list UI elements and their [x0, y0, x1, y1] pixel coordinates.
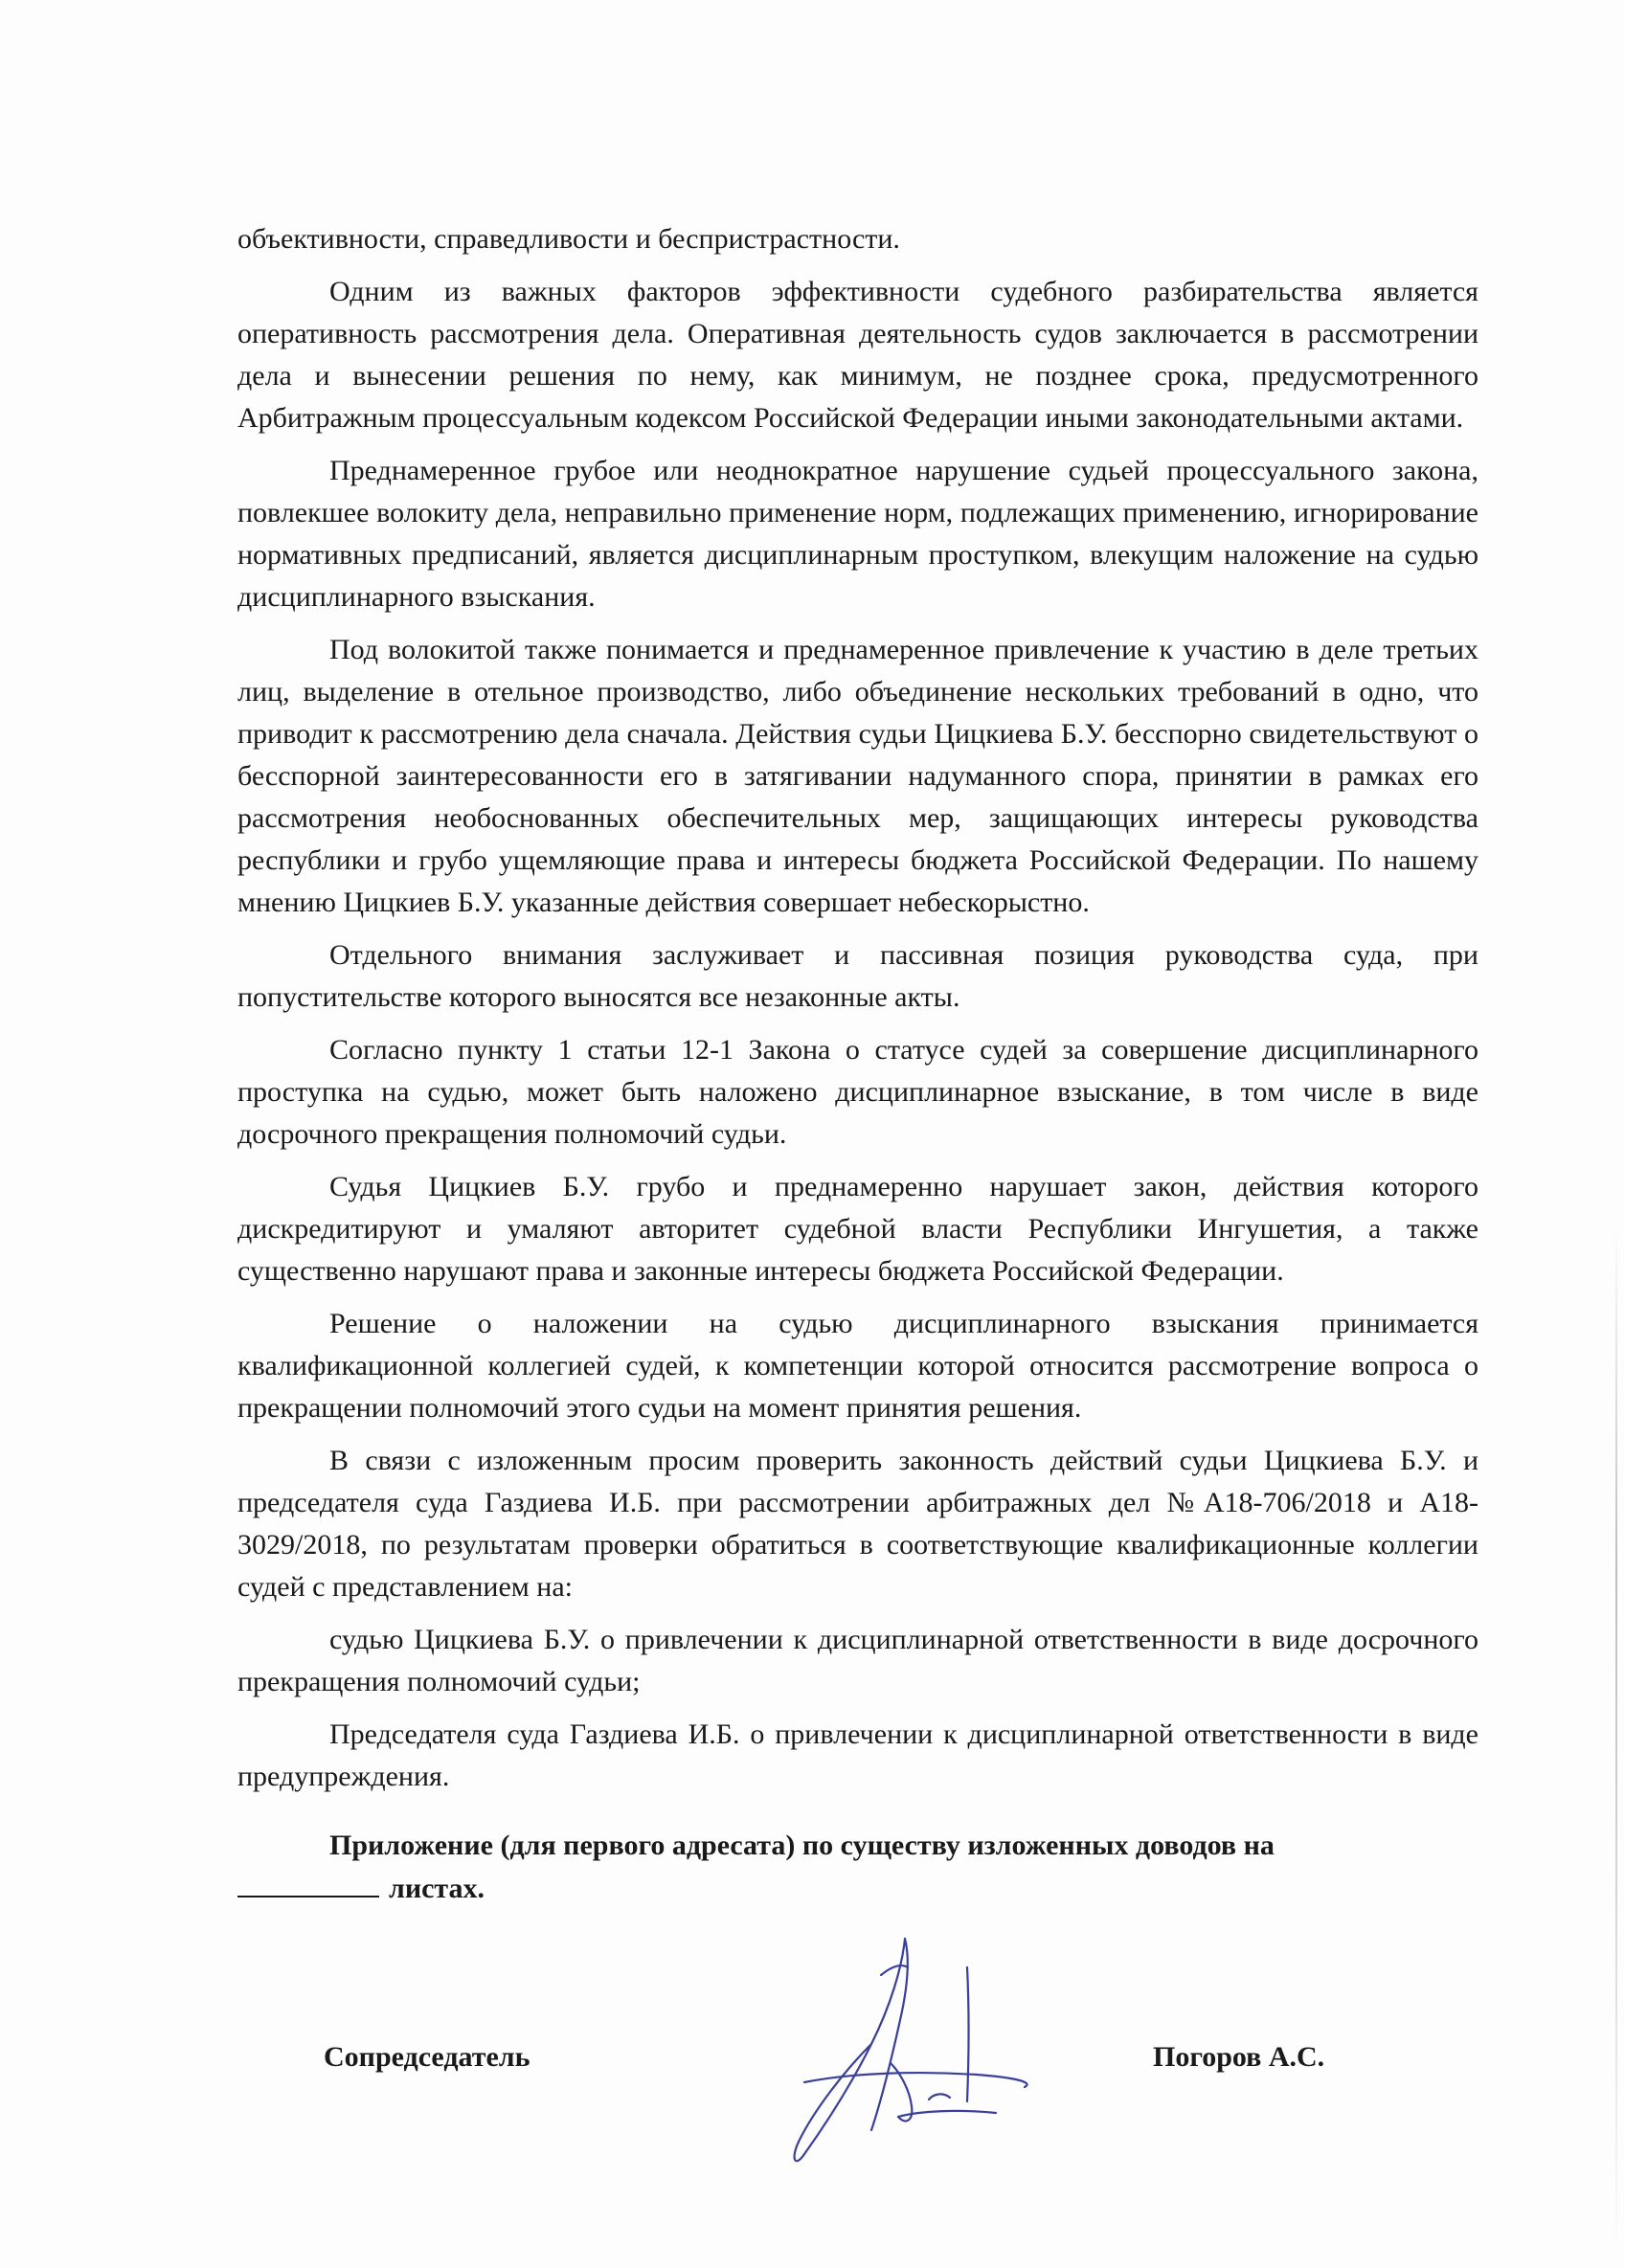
- paragraph-request: В связи с изложенным просим проверить законность действий судьи Цицкиева Б.У. и председателя суда Газдиева И.Б. при рассмотрении арбитражных дел №А18-706/2018 и А18-3029/2018, по результатам проверки обратиться в соответствующие квалификационные коллегии судей с представлением на:: [237, 1445, 1478, 1603]
- signer-name: Погоров А.С.: [1153, 2041, 1325, 2073]
- appendix-sheets-line: [237, 1867, 1478, 1910]
- letter-body: [237, 218, 1478, 1798]
- paragraph-continuation: объективности, справедливости и беспристрастности.: [237, 223, 900, 255]
- appendix-note: [237, 1825, 1478, 1910]
- paragraph-judge-violation: Судья Цицкиев Б.У. грубо и преднамеренно нарушает закон, действия которого дискредитируют и умаляют авторитет судебной власти Республики Ингушетия, а также существенно нарушают права и законные интересы бюджета Российской Федерации.: [237, 1171, 1478, 1287]
- paragraph-violation: Преднамеренное грубое или неоднократное нарушение судьей процессуального закона, повлекшее волокиту дела, неправильно применение норм, подлежащих применению, игнорирование нормативных предписаний, является дисциплинарным проступком, влекущим наложение на судью дисциплинарного взыскания.: [237, 455, 1478, 613]
- signer-role: Сопредседатель: [324, 2041, 530, 2073]
- paragraph-law-reference: Согласно пункту 1 статьи 12-1 Закона о статусе судей за совершение дисциплинарного проступка на судью, может быть наложено дисциплинарное взыскание, в том числе в виде досрочного прекращения полномочий судьи.: [237, 1034, 1478, 1150]
- paragraph-court-leadership: Отдельного внимания заслуживает и пассивная позиция руководства суда, при попустительстве которого выносятся все незаконные акты.: [237, 939, 1478, 1013]
- scan-edge-shadow: [1615, 1225, 1617, 2259]
- handwritten-signature: [737, 1929, 1082, 2178]
- appendix-line: Приложение (для первого адресата) по существу изложенных доводов на: [329, 1830, 1275, 1861]
- paragraph-request-chairman: Председателя суда Газдиева И.Б. о привлечении к дисциплинарной ответственности в виде предупреждения.: [237, 1718, 1478, 1792]
- paragraph-red-tape: Под волокитой также понимается и преднамеренное привлечение к участию в деле третьих лиц, выделение в отельное производство, либо объединение нескольких требований в одно, что приводит к рассмотрению дела сначала. Действия судьи Цицкиева Б.У. бесспорно свидетельствуют о бесспорной заинтересованности его в затягивании надуманного спора, принятии в рамках его рассмотрения необоснованных обеспечительных мер, защищающих интересы руководства республики и грубо ущемляющие права и интересы бюджета Российской Федерации. По нашему мнению Цицкиев Б.У. указанные действия совершает небескорыстно.: [237, 634, 1478, 918]
- paragraph-decision: Решение о наложении на судью дисциплинарного взыскания принимается квалификационной коллегией судей, к компетенции которой относится рассмотрение вопроса о прекращении полномочий этого судьи на момент принятия решения.: [237, 1308, 1478, 1424]
- paragraph-efficiency: Одним из важных факторов эффективности судебного разбирательства является оперативность рассмотрения дела. Оперативная деятельность судов заключается в рассмотрении дела и вынесении решения по нему, как минимум, не позднее срока, предусмотренного Арбитражным процессуальным кодексом Российской Федерации иными законодательными актами.: [237, 276, 1478, 434]
- paragraph-request-judge: судью Цицкиева Б.У. о привлечении к дисциплинарной ответственности в виде досрочного прекращения полномочий судьи;: [237, 1624, 1478, 1697]
- sheet-count-blank: [237, 1867, 379, 1897]
- appendix-sheets-label: листах.: [389, 1873, 485, 1904]
